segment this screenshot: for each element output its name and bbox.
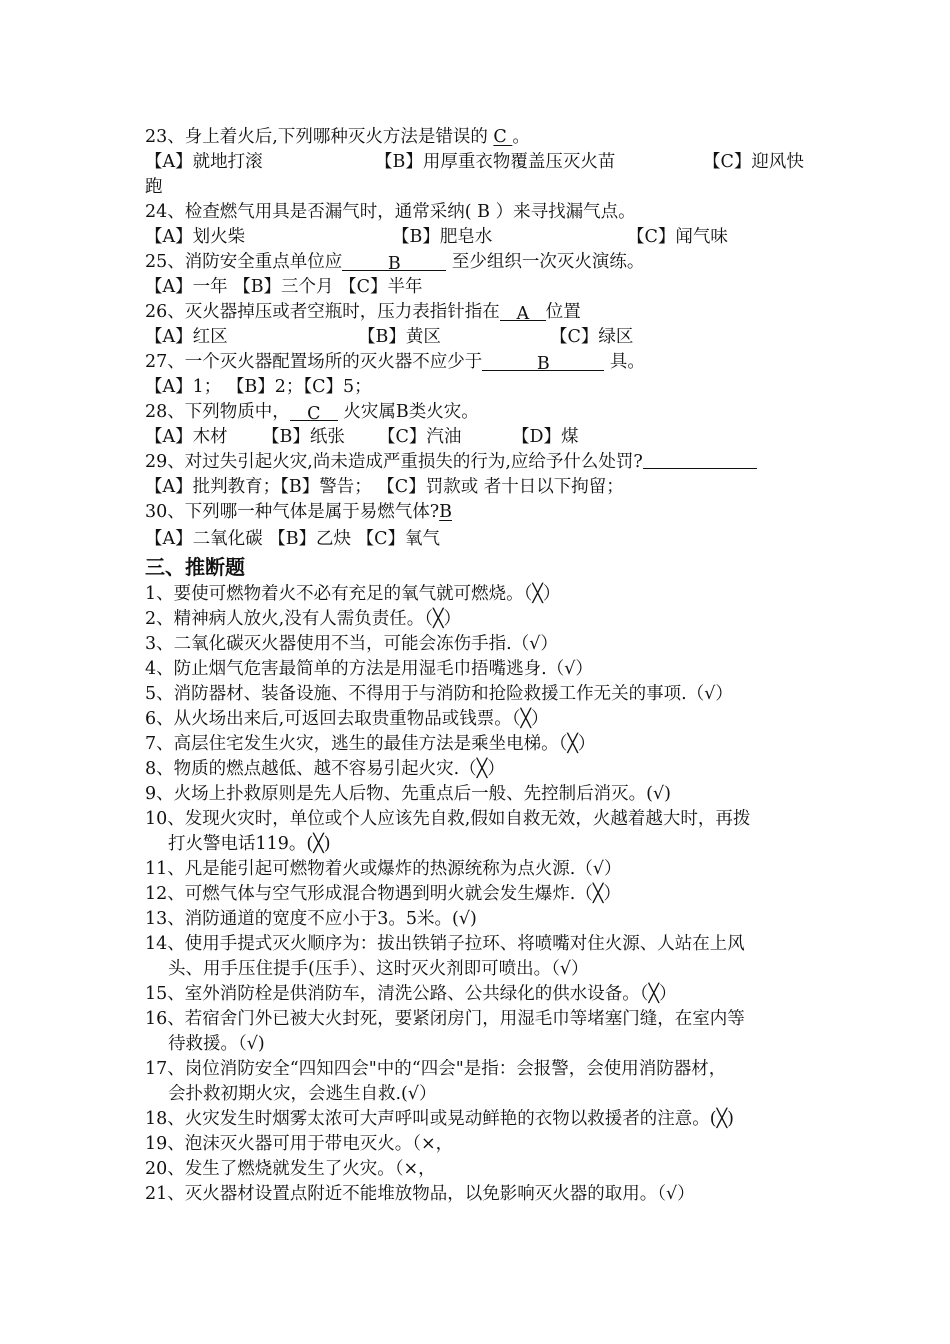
- question-26: [145, 300, 581, 324]
- question-27-stem: 27、一个灭火器配置场所的灭火器不应少于: [145, 352, 483, 372]
- q28-option-b: 【B】纸张: [262, 427, 345, 447]
- question-24: 24、检查燃气用具是否漏气时，通常采纳( B ）来寻找漏气点。: [145, 202, 636, 222]
- question-30-answer: B: [439, 502, 453, 522]
- q26-option-a: 【A】红区: [145, 327, 228, 347]
- question-25-stem-end: 至少组织一次灭火演练。: [446, 252, 645, 272]
- judgment-item-13: 13、消防通道的宽度不应小于3。5米。(√): [145, 909, 477, 929]
- question-26-stem-end: 位置: [545, 302, 581, 322]
- question-30: [145, 500, 452, 524]
- q26-option-b: 【B】黄区: [358, 327, 441, 347]
- judgment-item-12: 12、可燃气体与空气形成混合物遇到明火就会发生爆炸.（╳）: [145, 884, 621, 904]
- judgment-item-4: 4、防止烟气危害最简单的方法是用湿毛巾捂嘴逃身.（√）: [145, 659, 593, 679]
- judgment-item-10-continued: 打火警电话119。(╳): [168, 834, 331, 854]
- q25-options: 【A】一年 【B】三个月 【C】半年: [145, 277, 423, 297]
- question-26-answer: A: [500, 302, 546, 321]
- question-25: [145, 250, 644, 274]
- question-28-stem-end: 火灾属B类火灾。: [337, 402, 479, 422]
- question-30-stem: 30、下列哪一种气体是属于易燃气体?: [145, 502, 440, 522]
- q28-option-a: 【A】木材: [145, 427, 228, 447]
- question-28-stem: 28、下列物质中，: [145, 402, 290, 422]
- judgment-item-9: 9、火场上扑救原则是先人后物、先重点后一般、先控制后消灭。(√): [145, 784, 671, 804]
- question-29-stem: 29、对过失引起火灾,尚未造成严重损失的行为,应给予什么处罚?: [145, 452, 643, 472]
- judgment-item-10: 10、发现火灾时，单位或个人应该先自救,假如自救无效，火越着越大时，再拨: [145, 809, 751, 829]
- judgment-item-20: 20、发生了燃烧就发生了火灾。（×，: [145, 1159, 436, 1179]
- judgment-item-17: 17、岗位消防安全“四知四会"中的“四会"是指：会报警，会使用消防器材，: [145, 1059, 727, 1079]
- question-27-answer: B: [482, 352, 604, 371]
- q23-option-c-continued: 跑: [145, 177, 163, 197]
- question-23-stem-end: 。: [512, 127, 530, 147]
- question-29: [145, 450, 757, 474]
- section-heading: 三、推断题: [145, 555, 245, 579]
- judgment-item-1: 1、要使可燃物着火不必有充足的氧气就可燃烧。（╳）: [145, 584, 561, 604]
- question-23-stem: 23、身上着火后,下列哪种灭火方法是错误的: [145, 127, 494, 147]
- question-29-answer-blank: [643, 450, 757, 469]
- judgment-item-19: 19、泡沫灭火器可用于带电灭火。（×，: [145, 1134, 454, 1154]
- q29-options: 【A】批判教育；【B】警告； 【C】罚款或 者十日以下拘留；: [145, 477, 624, 497]
- question-23-answer: C: [493, 127, 513, 147]
- judgment-item-16-continued: 待救援。（√): [168, 1034, 265, 1054]
- judgment-item-8: 8、物质的燃点越低、越不容易引起火灾.（╳）: [145, 759, 505, 779]
- q28-option-c: 【C】汽油: [378, 427, 462, 447]
- question-28: [145, 400, 479, 424]
- judgment-item-6: 6、从火场出来后,可返回去取贵重物品或钱票。（╳）: [145, 709, 549, 729]
- q27-options: 【A】1； 【B】2；【C】5；: [145, 377, 372, 397]
- question-25-stem: 25、消防安全重点单位应: [145, 252, 343, 272]
- judgment-item-16: 16、若宿舍门外已被大火封死，要紧闭房门，用湿毛巾等堵塞门缝，在室内等: [145, 1009, 745, 1029]
- question-28-answer: C: [290, 402, 338, 421]
- q30-options: 【A】二氧化碳 【B】乙炔 【C】氧气: [145, 529, 441, 549]
- judgment-item-3: 3、二氧化碳灭火器使用不当，可能会冻伤手指.（√）: [145, 634, 558, 654]
- q24-option-a: 【A】划火柴: [145, 227, 246, 247]
- judgment-item-11: 11、凡是能引起可燃物着火或爆炸的热源统称为点火源.（√）: [145, 859, 622, 879]
- judgment-item-21: 21、灭火器材设置点附近不能堆放物品，以免影响灭火器的取用。（√）: [145, 1184, 695, 1204]
- q23-option-b: 【B】用厚重衣物覆盖压灭火苗: [375, 152, 616, 172]
- q23-option-a: 【A】就地打滚: [145, 152, 263, 172]
- q28-option-d: 【D】煤: [512, 427, 579, 447]
- judgment-item-18: 18、火灾发生时烟雾太浓可大声呼叫或晃动鲜艳的衣物以救援者的注意。(╳): [145, 1109, 734, 1129]
- judgment-item-5: 5、消防器材、装备设施、不得用于与消防和抢险救援工作无关的事项.（√）: [145, 684, 733, 704]
- judgment-item-2: 2、精神病人放火,没有人需负责任。（╳）: [145, 609, 461, 629]
- question-27: [145, 350, 645, 374]
- question-23: [145, 125, 530, 149]
- q24-option-b: 【B】肥皂水: [392, 227, 493, 247]
- judgment-item-15: 15、室外消防栓是供消防车，清洗公路、公共绿化的供水设备。（╳）: [145, 984, 677, 1004]
- judgment-item-17-continued: 会扑救初期火灾，会逃生自救.(√）: [168, 1084, 437, 1104]
- judgment-item-7: 7、高层住宅发生火灾，逃生的最佳方法是乘坐电梯。（╳）: [145, 734, 596, 754]
- q23-option-c: 【C】迎风快: [703, 152, 804, 172]
- question-27-stem-end: 具。: [604, 352, 645, 372]
- question-25-answer: B: [342, 252, 446, 271]
- q26-option-c: 【C】绿区: [550, 327, 634, 347]
- judgment-item-14-continued: 头、用手压住提手(压手）、这时灭火剂即可喷出。（√）: [168, 959, 589, 979]
- judgment-item-14: 14、使用手提式灭火顺序为：拔出铁销子拉环、将喷嘴对住火源、人站在上风: [145, 934, 745, 954]
- q24-option-c: 【C】闻气味: [627, 227, 728, 247]
- question-26-stem: 26、灭火器掉压或者空瓶时，压力表指针指在: [145, 302, 500, 322]
